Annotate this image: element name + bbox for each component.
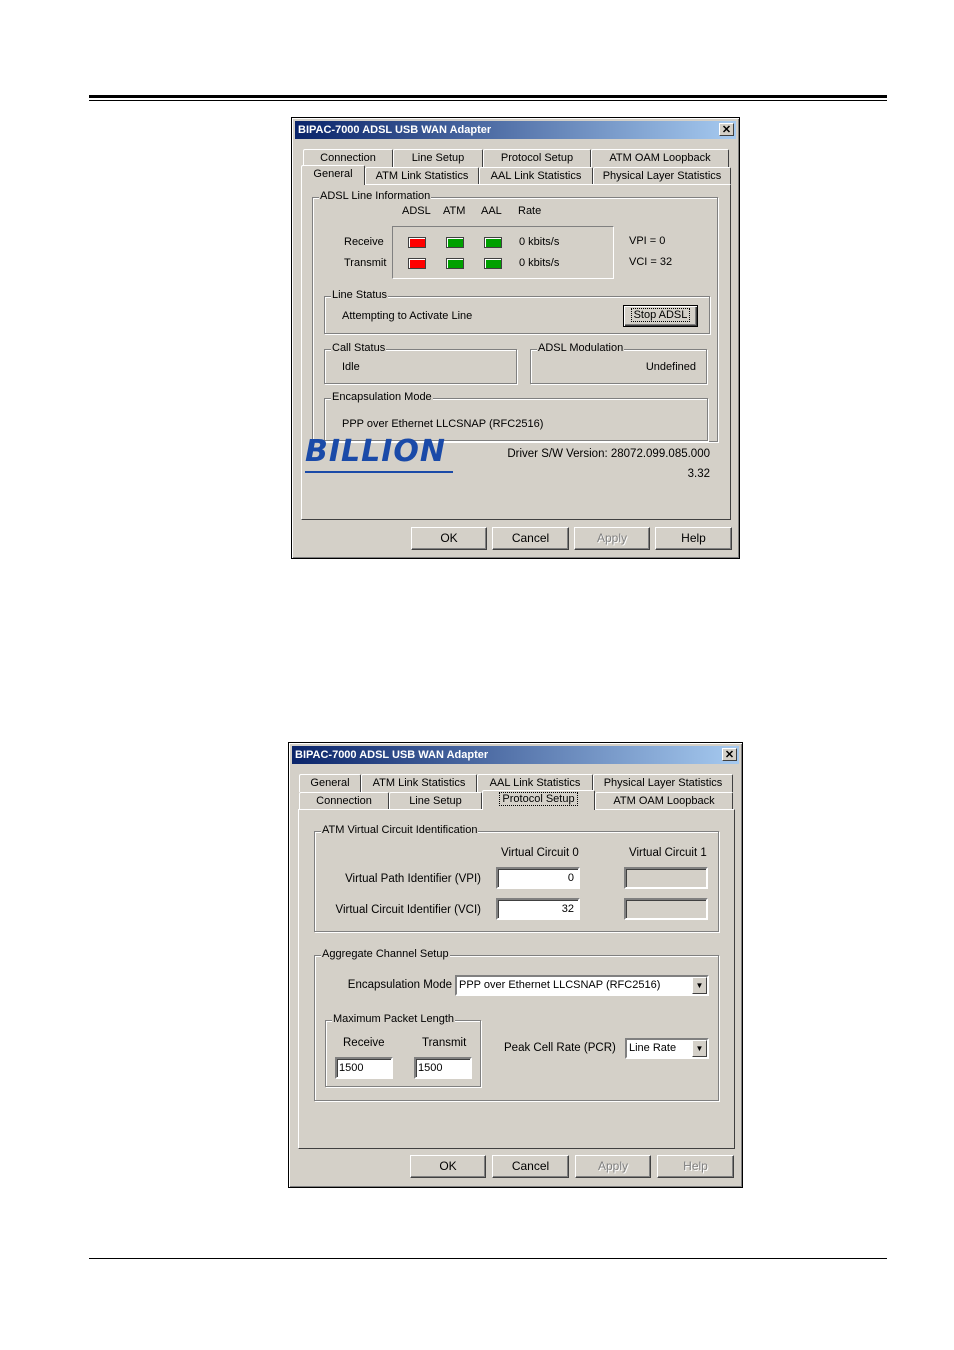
header-rule [89, 95, 887, 98]
call-status-group [324, 342, 517, 384]
cancel-button[interactable]: Cancel [492, 527, 569, 550]
col-header-adsl: ADSL [402, 205, 431, 217]
tab-atm-link-statistics[interactable]: ATM Link Statistics [361, 774, 477, 792]
ok-button[interactable]: OK [411, 527, 487, 550]
tab-connection[interactable]: Connection [303, 149, 393, 167]
ok-button[interactable]: OK [410, 1155, 486, 1178]
col-header-rate: Rate [518, 205, 542, 217]
adsl-modulation-value: Undefined [645, 361, 696, 373]
status-box [392, 226, 614, 279]
led-aal-receive [484, 237, 502, 248]
group-label: ADSL Modulation [538, 342, 624, 354]
tab-line-setup[interactable]: Line Setup [393, 149, 483, 167]
footer-rule [89, 1258, 887, 1259]
billion-logo: BILLION [305, 434, 447, 469]
title-bar [292, 746, 739, 764]
vci-value: VCI = 32 [629, 256, 673, 268]
chevron-down-icon[interactable]: ▼ [692, 1040, 707, 1057]
col-virtual-circuit-0: Virtual Circuit 0 [501, 847, 579, 859]
stop-adsl-button[interactable]: Stop ADSL [623, 305, 698, 327]
group-label: Encapsulation Mode [332, 391, 432, 403]
tab-atm-oam-loopback[interactable]: ATM OAM Loopback [591, 149, 729, 167]
encapsulation-mode-select[interactable]: PPP over Ethernet LLCSNAP (RFC2516) ▼ [455, 975, 709, 996]
adsl-modulation-group [530, 342, 707, 384]
led-adsl-transmit [408, 258, 426, 269]
tab-physical-layer-statistics[interactable]: Physical Layer Statistics [593, 167, 731, 185]
tab-protocol-setup[interactable]: Protocol Setup [483, 149, 591, 167]
col-header-atm: ATM [443, 205, 466, 217]
transmit-packet-length-input[interactable]: 1500 [414, 1057, 472, 1079]
group-label: Line Status [332, 289, 388, 301]
tab-atm-link-statistics[interactable]: ATM Link Statistics [365, 167, 479, 185]
vpi-label: Virtual Path Identifier (VPI) [345, 873, 481, 885]
group-label: ATM Virtual Circuit Identification [322, 824, 478, 836]
adsl-line-information-group [312, 190, 718, 442]
encapsulation-mode-label: Encapsulation Mode [347, 979, 452, 991]
tab-physical-layer-statistics[interactable]: Physical Layer Statistics [593, 774, 733, 792]
encapsulation-value: PPP over Ethernet LLCSNAP (RFC2516) [342, 418, 544, 430]
tab-aal-link-statistics[interactable]: AAL Link Statistics [479, 167, 593, 185]
tab-line-setup[interactable]: Line Setup [389, 792, 482, 810]
maximum-packet-length-group [325, 1013, 481, 1087]
transmit-rate: 0 kbits/s [519, 257, 560, 269]
dialog-title: BIPAC-7000 ADSL USB WAN Adapter [295, 749, 489, 761]
line-status-group [324, 289, 710, 334]
led-atm-transmit [446, 258, 464, 269]
led-atm-receive [446, 237, 464, 248]
close-icon[interactable]: ✕ [722, 748, 737, 761]
group-label: Aggregate Channel Setup [322, 948, 449, 960]
tab-panel [298, 809, 735, 1149]
group-label: Maximum Packet Length [333, 1013, 455, 1025]
close-icon[interactable]: ✕ [719, 123, 734, 136]
transmit-label: Transmit [422, 1037, 467, 1049]
vci-input-vc1[interactable] [624, 898, 708, 920]
led-aal-transmit [484, 258, 502, 269]
atm-virtual-circuit-group [314, 824, 719, 932]
cancel-button[interactable]: Cancel [492, 1155, 569, 1178]
line-status-value: Attempting to Activate Line [342, 310, 473, 322]
help-button[interactable]: Help [655, 527, 732, 550]
header-rule-thin [89, 100, 887, 101]
receive-label: Receive [343, 1037, 385, 1049]
col-virtual-circuit-1: Virtual Circuit 1 [629, 847, 707, 859]
tab-connection[interactable]: Connection [299, 792, 389, 810]
peak-cell-rate-select[interactable]: Line Rate ▼ [625, 1038, 709, 1059]
aggregate-channel-setup-group [314, 948, 719, 1101]
driver-version: Driver S/W Version: 28072.099.085.000 [507, 448, 710, 460]
tab-atm-oam-loopback[interactable]: ATM OAM Loopback [595, 792, 733, 810]
tab-panel [301, 184, 731, 520]
vci-label: Virtual Circuit Identifier (VCI) [335, 904, 481, 916]
title-bar [295, 121, 736, 139]
dialog-protocol-setup [288, 742, 743, 1188]
help-button[interactable]: Help [657, 1155, 734, 1178]
dialog-general [291, 117, 740, 559]
receive-rate: 0 kbits/s [519, 236, 560, 248]
tab-general[interactable]: General [301, 165, 365, 185]
receive-label: Receive [344, 236, 384, 248]
group-label: Call Status [332, 342, 386, 354]
group-label: ADSL Line Information [320, 190, 431, 202]
apply-button[interactable]: Apply [575, 1155, 651, 1178]
chevron-down-icon[interactable]: ▼ [692, 977, 707, 994]
logo-underline [305, 471, 453, 473]
peak-cell-rate-label: Peak Cell Rate (PCR) [504, 1042, 616, 1054]
vpi-value: VPI = 0 [629, 235, 666, 247]
vpi-input-vc0[interactable]: 0 [496, 867, 580, 889]
transmit-label: Transmit [344, 257, 387, 269]
tab-aal-link-statistics[interactable]: AAL Link Statistics [477, 774, 593, 792]
receive-packet-length-input[interactable]: 1500 [335, 1057, 393, 1079]
tab-protocol-setup[interactable]: Protocol Setup [482, 790, 595, 810]
call-status-value: Idle [342, 361, 360, 373]
apply-button[interactable]: Apply [574, 527, 650, 550]
vpi-input-vc1[interactable] [624, 867, 708, 889]
col-header-aal: AAL [481, 205, 502, 217]
version-number: 3.32 [687, 468, 710, 480]
vci-input-vc0[interactable]: 32 [496, 898, 580, 920]
led-adsl-receive [408, 237, 426, 248]
dialog-title: BIPAC-7000 ADSL USB WAN Adapter [298, 124, 492, 136]
tab-general[interactable]: General [299, 774, 361, 792]
